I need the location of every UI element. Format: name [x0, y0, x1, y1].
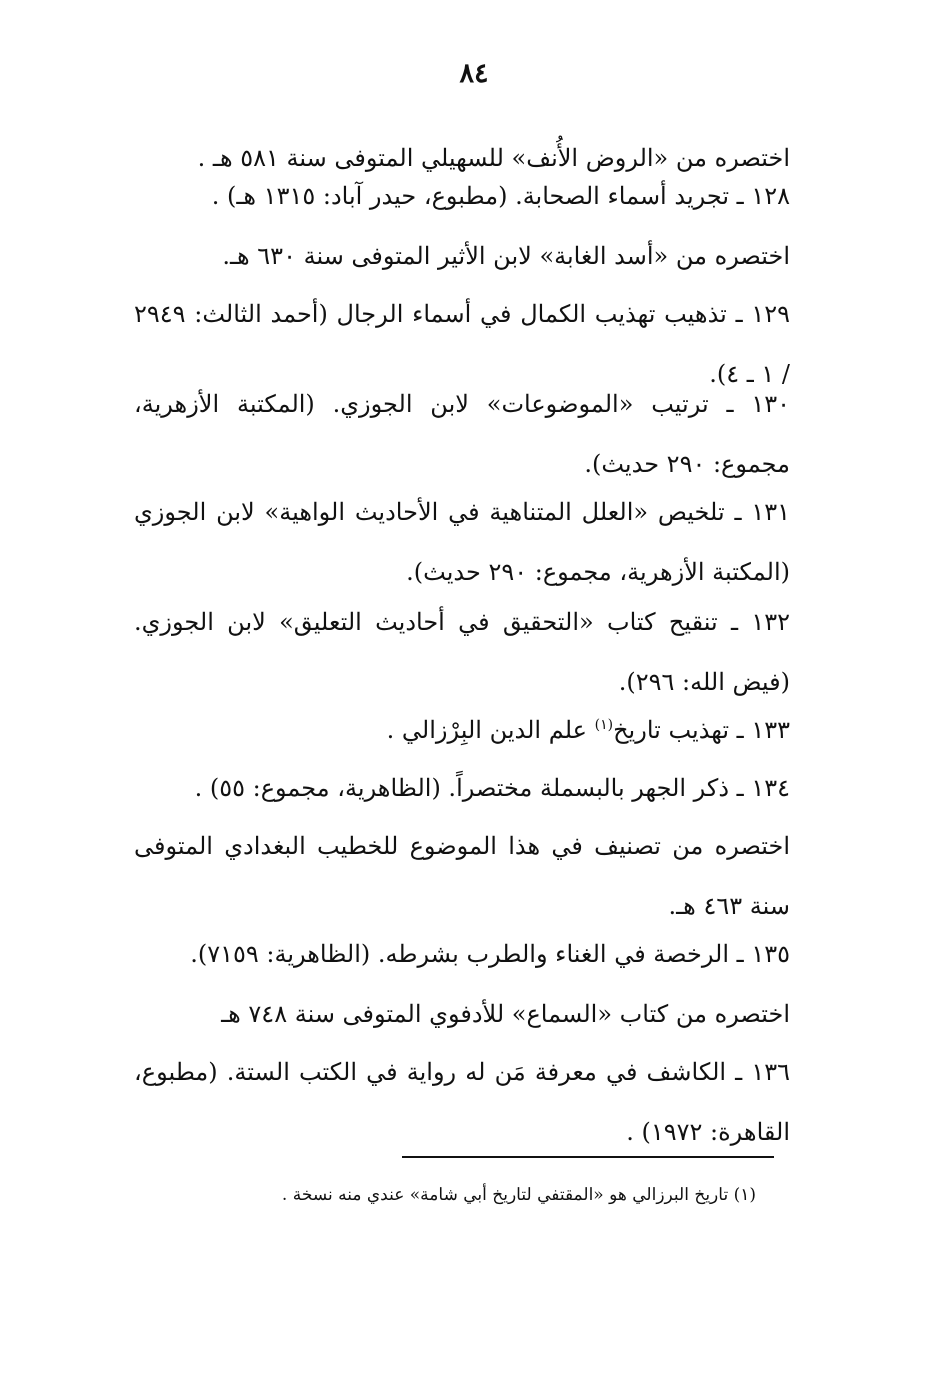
entry-line [134, 924, 790, 984]
paragraph-text: علم الدين البِرْزالي . [386, 716, 595, 744]
page-number: ٨٤ [459, 58, 489, 89]
entry-line [134, 592, 790, 712]
paragraph: اختصره من تصنيف في هذا الموضوع للخطيب البغدادي المتوفى سنة ٤٦٣ هـ. [134, 832, 790, 920]
footnote-marker: (١) [594, 717, 614, 733]
entry-line [134, 700, 790, 760]
paragraph: ١٣٢ ـ تنقيح كتاب «التحقيق في أحاديث التعليق» لابن الجوزي. (فيض الله: ٢٩٦). [134, 608, 790, 696]
entry-line [134, 166, 790, 226]
paragraph: اختصره من «الروض الأُنف» للسهيلي المتوفى سنة ٥٨١ هـ . [197, 144, 790, 172]
entry-line [134, 758, 790, 818]
entry-line [134, 482, 790, 602]
paragraph: ١٣٤ ـ ذكر الجهر بالبسملة مختصراً. (الظاهرية، مجموع: ٥٥) . [194, 774, 790, 802]
paragraph: ١٣٠ ـ ترتيب «الموضوعات» لابن الجوزي. (المكتبة الأزهرية، مجموع: ٢٩٠ حديث). [134, 390, 790, 478]
paragraph-text: ١٣٣ ـ تهذيب تاريخ [613, 716, 790, 744]
footnote-separator [402, 1156, 774, 1158]
paragraph: ١٢٩ ـ تذهيب تهذيب الكمال في أسماء الرجال (أحمد الثالث: ٢٩٤٩ / ١ ـ ٤). [134, 300, 790, 388]
paragraph: ١٢٨ ـ تجريد أسماء الصحابة. (مطبوع، حيدر آباد: ١٣١٥ هـ) . [211, 182, 790, 210]
footnote: (١) تاريخ البرزالي هو «المقتفي لتاريخ أبي شامة» عندي منه نسخة . [281, 1185, 756, 1205]
paragraph: ١٣٦ ـ الكاشف في معرفة مَن له رواية في الكتب الستة. (مطبوع، القاهرة: ١٩٧٢) . [134, 1058, 790, 1146]
entry-line [134, 374, 790, 494]
paragraph: ١٣٥ ـ الرخصة في الغناء والطرب بشرطه. (الظاهرية: ٧١٥٩). [190, 940, 790, 968]
paragraph [134, 700, 790, 760]
entry-line [134, 1042, 790, 1162]
paragraph: ١٣١ ـ تلخيص «العلل المتناهية في الأحاديث الواهية» لابن الجوزي (المكتبة الأزهرية، مجموع: ٢٩٠ حديث). [134, 498, 790, 586]
paragraph: اختصره من كتاب «السماع» للأدفوي المتوفى سنة ٧٤٨ هـ [221, 1000, 790, 1028]
paragraph: اختصره من «أسد الغابة» لابن الأثير المتوفى سنة ٦٣٠ هـ. [222, 242, 790, 270]
entry-line [134, 816, 790, 936]
entry-line [134, 984, 790, 1044]
entry-line [134, 226, 790, 286]
